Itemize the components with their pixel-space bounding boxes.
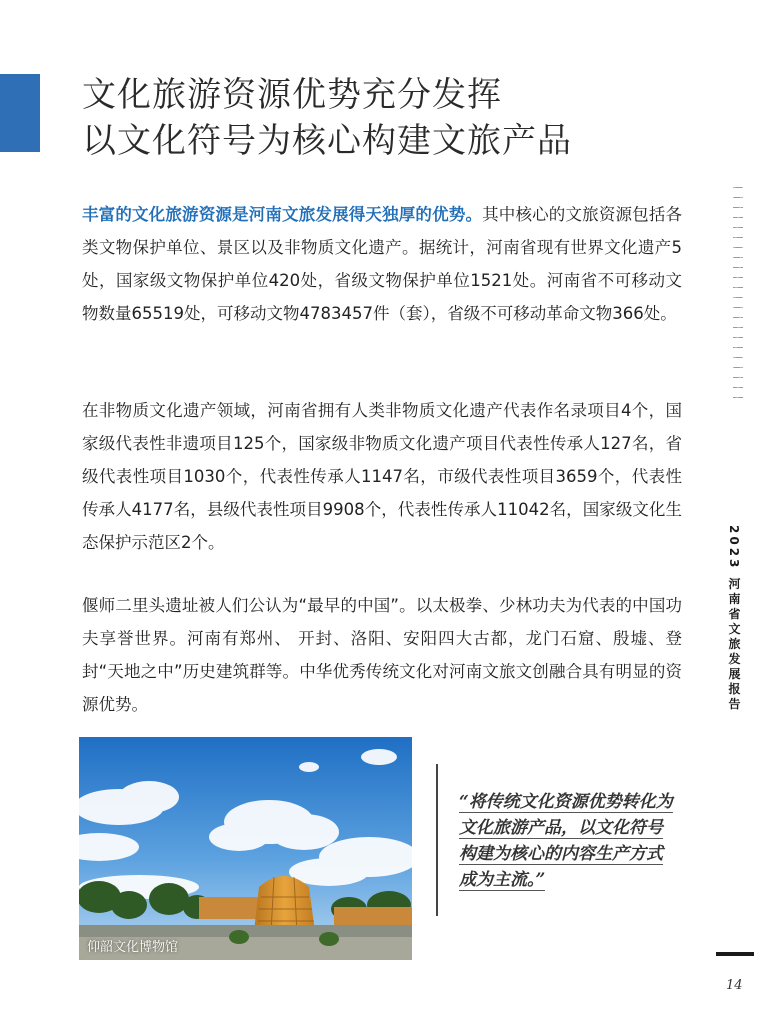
quote-divider <box>436 764 438 916</box>
paragraph-resources <box>82 198 682 330</box>
side-decorative-dashes <box>733 182 743 407</box>
museum-photo <box>79 737 412 960</box>
pull-quote <box>459 789 674 893</box>
page-title-line-2: 以文化符号为核心构建文旅产品 <box>82 121 572 161</box>
page-number: 14 <box>726 978 743 993</box>
page-number-rule <box>716 952 754 956</box>
paragraph-intangible-heritage: 在非物质文化遗产领域，河南省拥有人类非物质文化遗产代表作名录项目4个，国家级代表性非遗项目125个，国家级非物质文化遗产项目代表性传承人127名，省级代表性项目1030个，代表性传承人1147名，市级代表性项目3659个，代表性传承人4177名，县级代表性项目9908个，代表性传承人11042名，国家级文化生态保护示范区2个。 <box>82 401 682 552</box>
pull-quote-text: “将传统文化资源优势转化为文化旅游产品，以文化符号构建为核心的内容生产方式成为主流。” <box>459 792 673 890</box>
report-side-label: 2023 河南省文旅发展报告 <box>727 525 741 713</box>
title-accent-bar <box>0 74 40 152</box>
page-title-line-1: 文化旅游资源优势充分发挥 <box>82 75 502 115</box>
paragraph-cultural-heritage: 偃师二里头遗址被人们公认为“最早的中国”。以太极拳、少林功夫为代表的中国功夫享誉世界。河南有郑州、 开封、洛阳、安阳四大古都，龙门石窟、殷墟、登封“天地之中”历史建筑群等。中华优秀传统文化对河南文旅文创融合具有明显的资源优势。 <box>82 596 682 714</box>
photo-caption: 仰韶文化博物馆 <box>87 940 179 955</box>
paragraph-resources-text: 其中核心的文旅资源包括各类文物保护单位、景区以及非物质文化遗产。据统计，河南省现有世界文化遗产5处，国家级文物保护单位420处，省级文物保护单位1521处。河南省不可移动文物数量65519处，可移动文物4783457件（套），省级不可移动革命文物366处。 <box>82 205 683 323</box>
museum-photo-illustration <box>79 737 412 960</box>
page-title <box>82 72 572 164</box>
paragraph-highlight: 丰富的文化旅游资源是河南文旅发展得天独厚的优势。 <box>82 205 483 224</box>
